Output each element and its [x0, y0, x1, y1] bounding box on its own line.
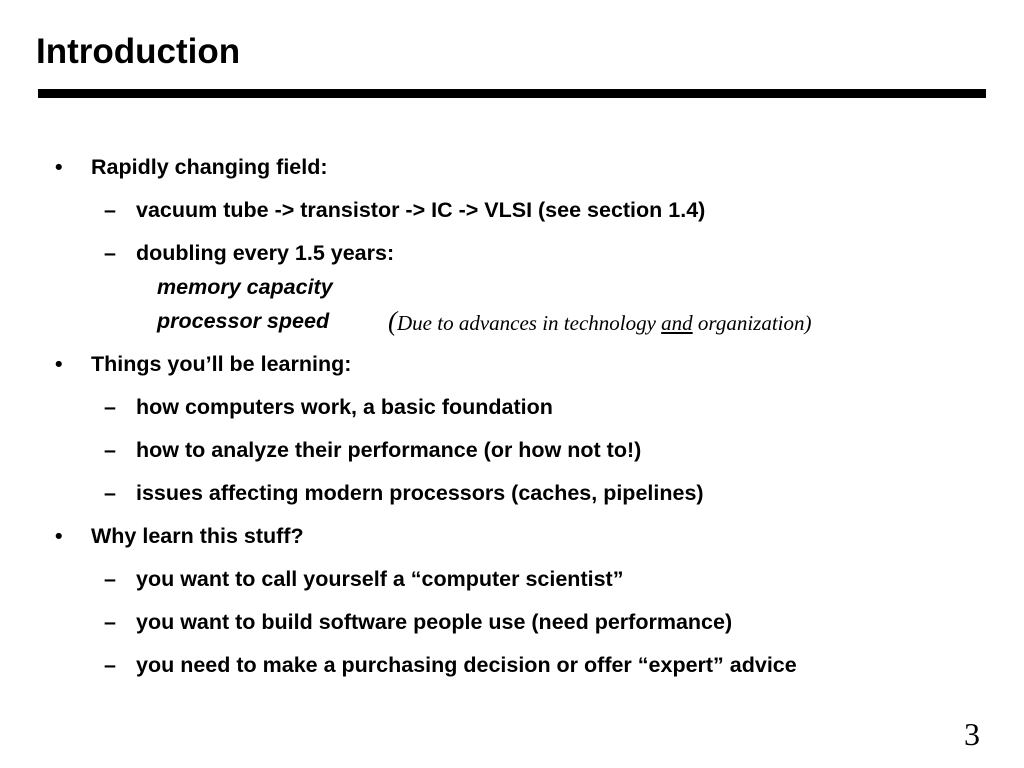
note-open-paren: (: [388, 306, 397, 336]
technology-note: [388, 308, 811, 336]
dash-marker: –: [104, 567, 116, 591]
sub-item-doubling: doubling every 1.5 years:: [136, 241, 395, 265]
dash-marker: –: [104, 395, 116, 419]
dash-marker: –: [104, 610, 116, 634]
sub-sub-item-processor-speed: processor speed: [157, 309, 330, 333]
sub-sub-item-memory-capacity: memory capacity: [157, 275, 333, 299]
sub-item-how-computers-work: how computers work, a basic foundation: [136, 395, 553, 419]
sub-item-build-software: you want to build software people use (need performance): [136, 610, 733, 634]
bullet-heading-why-learn: Why learn this stuff?: [91, 524, 304, 548]
bullet-heading-rapidly-changing: Rapidly changing field:: [91, 155, 328, 179]
note-text-part1: Due to advances in technology: [397, 311, 662, 335]
sub-item-computer-scientist: you want to call yourself a “computer scientist”: [136, 567, 624, 591]
note-text-and: and: [661, 311, 693, 335]
bullet-marker: •: [55, 524, 63, 548]
sub-item-modern-processors: issues affecting modern processors (caches, pipelines): [136, 481, 704, 505]
bullet-marker: •: [55, 155, 63, 179]
sub-item-vacuum-tube: vacuum tube -> transistor -> IC -> VLSI (see section 1.4): [136, 198, 706, 222]
note-text-part2: organization): [692, 311, 812, 335]
dash-marker: –: [104, 438, 116, 462]
page-number: 3: [964, 716, 980, 752]
dash-marker: –: [104, 241, 116, 265]
sub-item-purchasing-decision: you need to make a purchasing decision or offer “expert” advice: [136, 653, 797, 677]
dash-marker: –: [104, 481, 116, 505]
bullet-heading-things-learning: Things you’ll be learning:: [91, 352, 352, 376]
sub-item-analyze-performance: how to analyze their performance (or how not to!): [136, 438, 642, 462]
bullet-marker: •: [55, 352, 63, 376]
dash-marker: –: [104, 653, 116, 677]
dash-marker: –: [104, 198, 116, 222]
slide-title: Introduction: [36, 32, 241, 71]
